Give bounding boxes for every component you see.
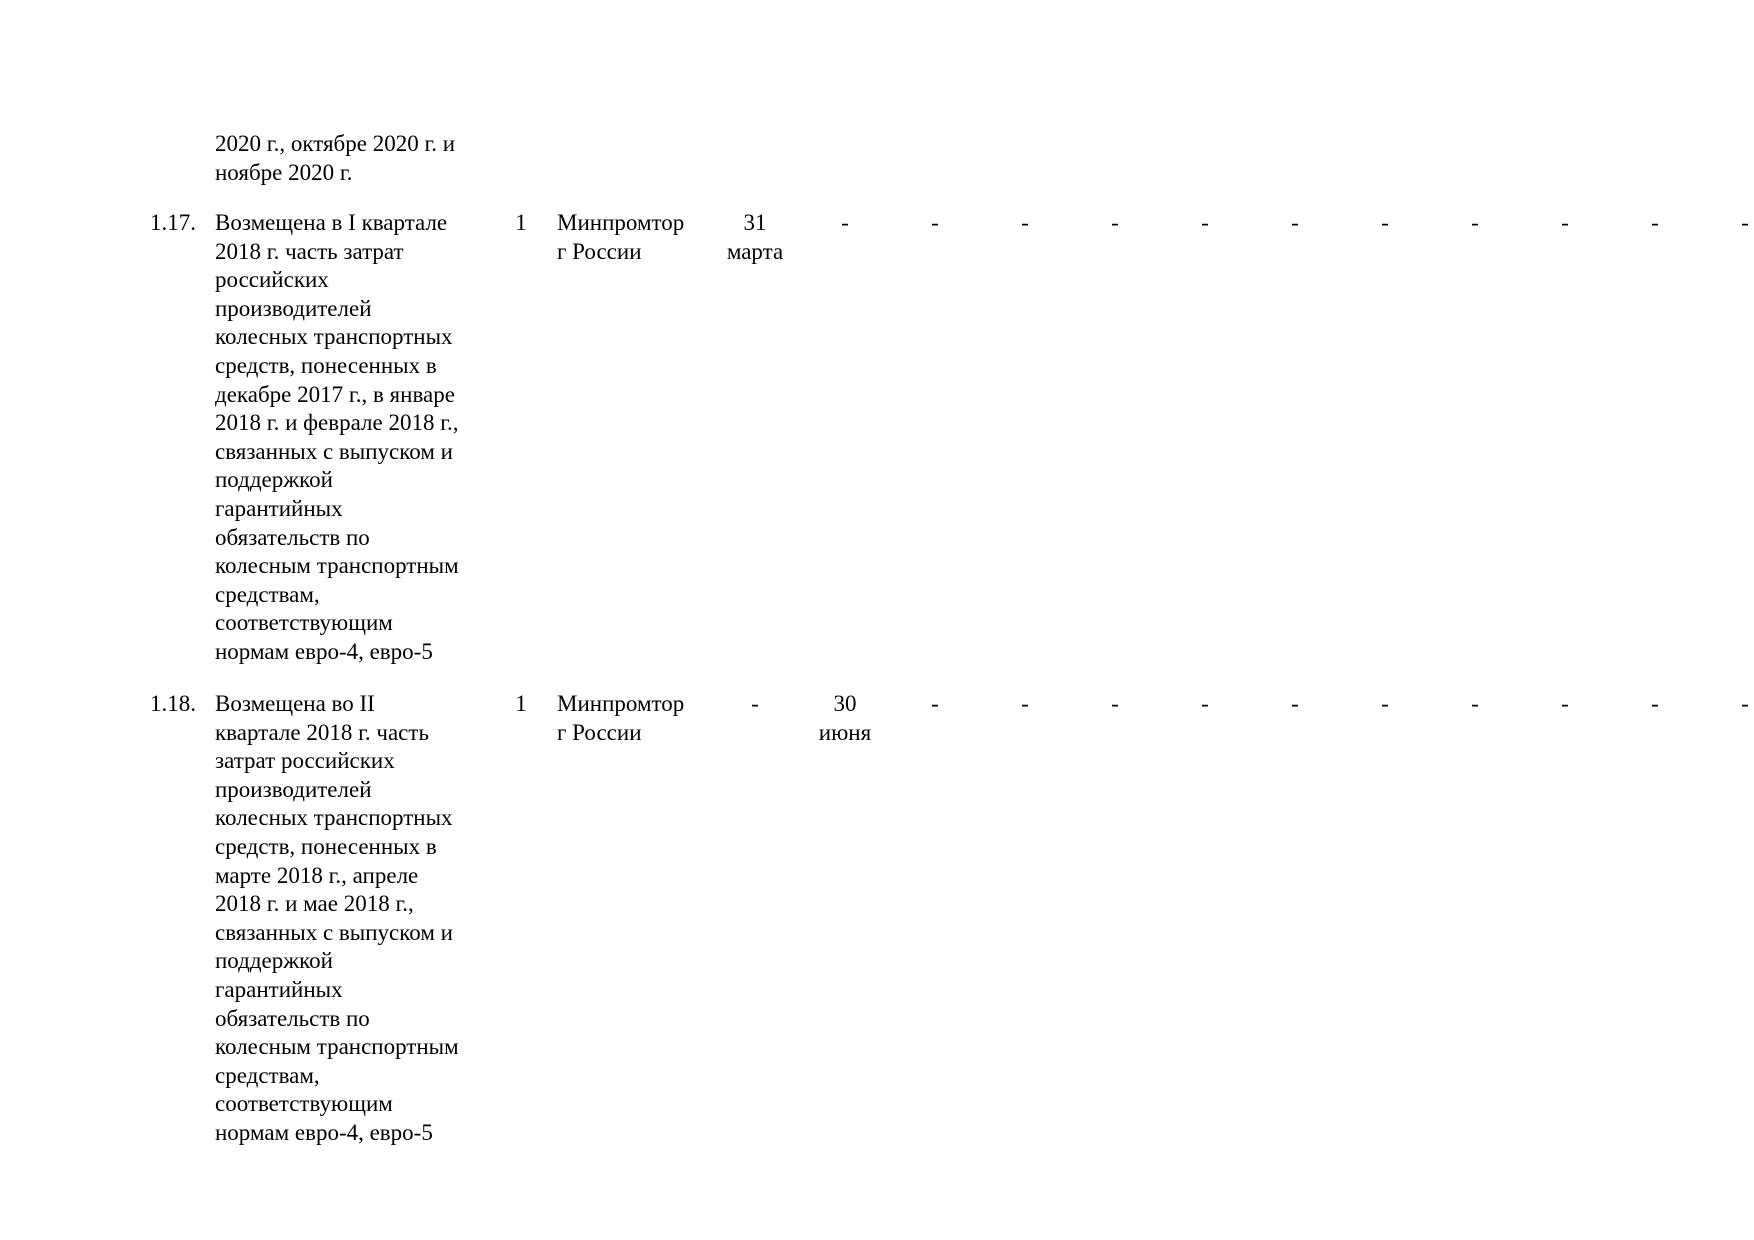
cell-value: -: [841, 210, 849, 235]
row-cell-4: [980, 209, 1070, 238]
cell-value: -: [1291, 691, 1299, 716]
cell-value: -: [751, 691, 759, 716]
row-quantity: 1: [515, 210, 527, 235]
row-cell-9: [1430, 690, 1520, 719]
description-line: колесным транспортным: [215, 1034, 459, 1060]
row-cell-6: [1160, 209, 1250, 238]
cell-value: -: [1111, 691, 1119, 716]
previous-row-continuation: [215, 130, 455, 187]
cell-value: -: [1381, 210, 1389, 235]
description-line: соответствующим: [215, 610, 393, 636]
description-line: связанных с выпуском и: [215, 919, 453, 945]
description-line: квартале 2018 г. часть: [215, 719, 429, 745]
row-cell-9: [1430, 209, 1520, 238]
responsible-line: г России: [557, 719, 642, 745]
description-line: декабре 2017 г., в январе: [215, 381, 455, 407]
description-line: обязательств по: [215, 1005, 370, 1031]
description-line: колесным транспортным: [215, 553, 459, 579]
cell-value: 30: [833, 691, 857, 716]
description-line: нормам евро-4, евро-5: [215, 638, 433, 664]
description-line: 2018 г. часть затрат: [215, 238, 404, 264]
row-description: [215, 690, 459, 1148]
row-description: [215, 209, 459, 667]
row-cell-8: [1340, 209, 1430, 238]
continuation-line: 2020 г., октябре 2020 г. и: [215, 131, 456, 156]
description-line: соответствующим: [215, 1091, 393, 1117]
cell-value: -: [1651, 210, 1659, 235]
row-cell-12: [1700, 209, 1754, 238]
row-cell-8: [1340, 690, 1430, 719]
cell-value: -: [1381, 691, 1389, 716]
description-line: Возмещена во II: [215, 691, 375, 716]
description-line: 2018 г. и мае 2018 г.,: [215, 891, 414, 917]
description-line: гарантийных: [215, 495, 343, 521]
row-cell-5: [1070, 690, 1160, 719]
row-quantity: 1: [515, 691, 527, 716]
cell-value: -: [1561, 691, 1569, 716]
row-cell-12: [1700, 690, 1754, 719]
row-cell-3: [890, 209, 980, 238]
row-cell-11: [1610, 209, 1700, 238]
cell-value: -: [1201, 691, 1209, 716]
row-cell-2: [800, 209, 890, 238]
row-cell-6: [1160, 690, 1250, 719]
responsible-line: Минпромтор: [557, 691, 685, 716]
cell-value: марта: [726, 238, 784, 264]
row-cell-3: [890, 690, 980, 719]
description-line: поддержкой: [215, 467, 333, 493]
cell-value: -: [1111, 210, 1119, 235]
description-line: средств, понесенных в: [215, 352, 437, 378]
description-line: нормам евро-4, евро-5: [215, 1119, 433, 1145]
description-line: российских: [215, 267, 329, 293]
cell-value: 31: [743, 210, 767, 235]
description-line: гарантийных: [215, 976, 343, 1002]
description-line: средств, понесенных в: [215, 833, 437, 859]
responsible-line: г России: [557, 238, 642, 264]
description-line: марте 2018 г., апреле: [215, 862, 419, 888]
row-cell-2: [800, 690, 890, 747]
description-line: колесных транспортных: [215, 324, 453, 350]
description-line: производителей: [215, 295, 372, 321]
description-line: колесных транспортных: [215, 805, 453, 831]
cell-value: -: [931, 210, 939, 235]
row-cell-5: [1070, 209, 1160, 238]
cell-value: июня: [818, 719, 872, 745]
row-responsible: [557, 690, 684, 747]
description-line: средствам,: [215, 1062, 320, 1088]
cell-value: -: [1471, 210, 1479, 235]
cell-value: -: [1201, 210, 1209, 235]
row-responsible: [557, 209, 684, 266]
description-line: производителей: [215, 776, 372, 802]
row-cell-1: [710, 209, 800, 266]
row-cell-4: [980, 690, 1070, 719]
description-line: средствам,: [215, 581, 320, 607]
cell-value: -: [1021, 691, 1029, 716]
cell-value: -: [1021, 210, 1029, 235]
description-line: связанных с выпуском и: [215, 438, 453, 464]
description-line: обязательств по: [215, 524, 370, 550]
cell-value: -: [1741, 691, 1749, 716]
responsible-line: Минпромтор: [557, 210, 685, 235]
row-number: 1.17.: [150, 210, 196, 235]
description-line: 2018 г. и феврале 2018 г.,: [215, 410, 459, 436]
cell-value: -: [931, 691, 939, 716]
row-cell-1: [710, 690, 800, 719]
description-line: затрат российских: [215, 748, 395, 774]
row-cell-10: [1520, 690, 1610, 719]
description-line: поддержкой: [215, 948, 333, 974]
cell-value: -: [1471, 691, 1479, 716]
cell-value: -: [1561, 210, 1569, 235]
continuation-line: ноябре 2020 г.: [215, 159, 353, 185]
cell-value: -: [1741, 210, 1749, 235]
row-cell-7: [1250, 209, 1340, 238]
description-line: Возмещена в I квартале: [215, 210, 448, 235]
row-cell-11: [1610, 690, 1700, 719]
cell-value: -: [1651, 691, 1659, 716]
row-cell-7: [1250, 690, 1340, 719]
row-cell-10: [1520, 209, 1610, 238]
cell-value: -: [1291, 210, 1299, 235]
row-number: 1.18.: [150, 691, 196, 716]
